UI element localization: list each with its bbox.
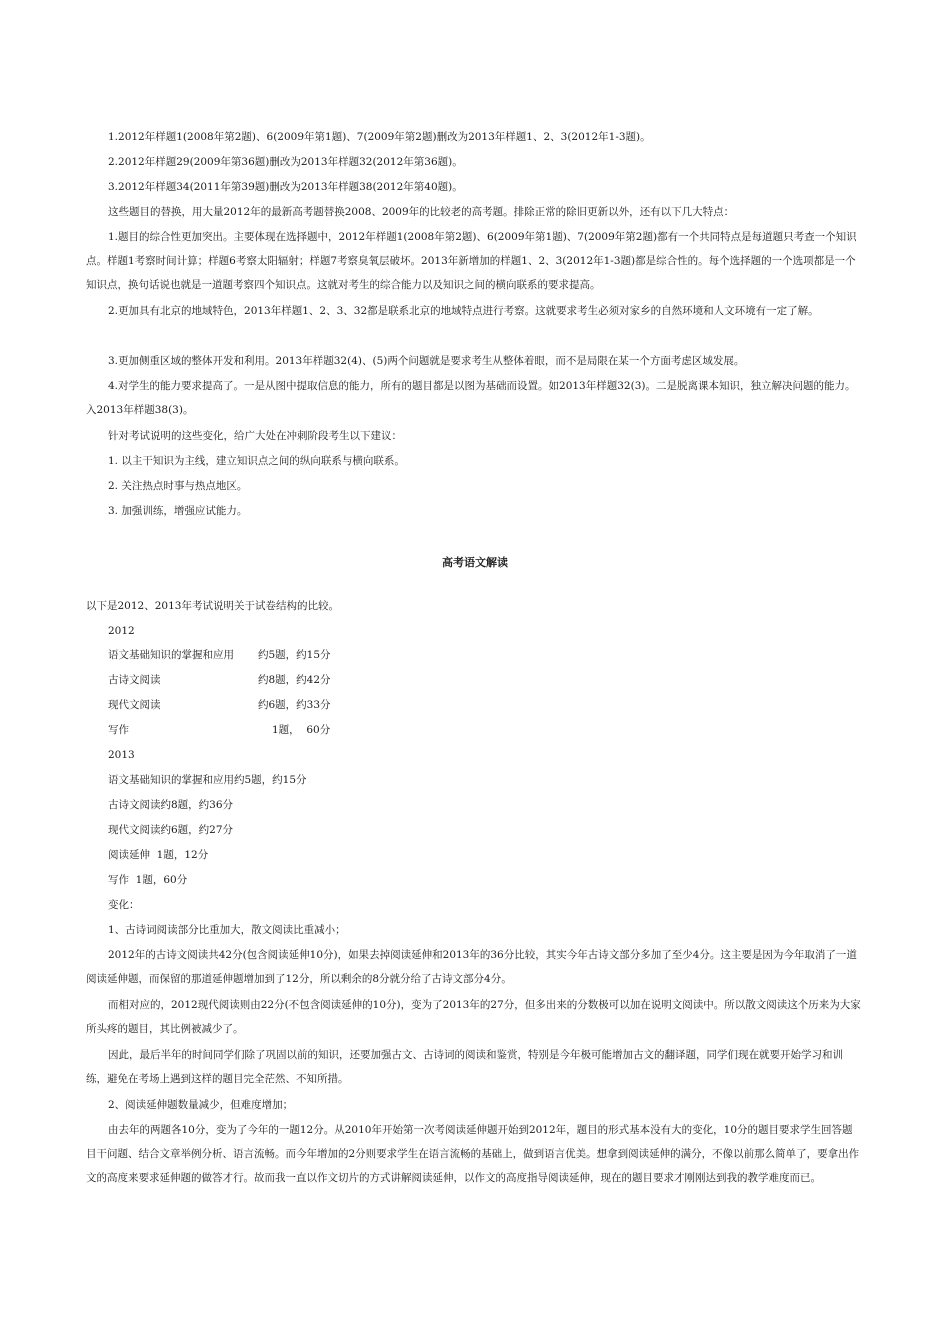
- table-2012: [108, 643, 331, 743]
- table-row: [108, 643, 331, 668]
- year-2013-label: 2013: [108, 749, 135, 761]
- advice-item-1: 1. 以主干知识为主线，建立知识点之间的纵向联系与横向联系。: [108, 455, 405, 467]
- table-row: [108, 718, 331, 743]
- year-2012-label: 2012: [108, 625, 135, 637]
- row-name: 写作: [108, 724, 129, 736]
- list-item: 现代文阅读约6题，约27分: [108, 824, 234, 836]
- table-row: [108, 693, 331, 718]
- table-row: [108, 668, 331, 693]
- change-1-paragraph-1: 2012年的古诗文阅读共42分(包含阅读延伸10分)，如果去掉阅读延伸和2013年的36分比较，其实今年古诗文部分多加了至少4分。这主要是因为今年取消了一道阅读延伸题，而保留的那道延伸题增加到了12分，所以剩余的8分就分给了古诗文部分4分。: [86, 949, 857, 985]
- list-item: 语文基础知识的掌握和应用约5题，约15分: [108, 774, 307, 786]
- change-1-paragraph-3: 因此，最后半年的时间同学们除了巩固以前的知识，还要加强古文、古诗词的阅读和鉴赏，特别是今年极可能增加古文的翻译题，同学们现在就要开始学习和训练，避免在考场上遇到这样的题目完全茫然、不知所措。: [86, 1049, 843, 1085]
- replacement-item-1: 1.2012年样题1(2008年第2题)、6(2009年第1题)、7(2009年第2题)删改为2013年样题1、2、3(2012年1-3题)。: [108, 131, 651, 143]
- advice-item-3: 3. 加强训练，增强应试能力。: [108, 505, 248, 517]
- row-name: 语文基础知识的掌握和应用: [108, 649, 234, 661]
- comparison-intro: 以下是2012、2013年考试说明关于试卷结构的比较。: [86, 600, 339, 612]
- features-intro: 这些题目的替换，用大量2012年的最新高考题替换2008、2009年的比较老的高考题。排除正常的除旧更新以外，还有以下几大特点：: [108, 206, 735, 218]
- row-value: 约6题，约33分: [258, 699, 331, 711]
- feature-point-3: 3.更加侧重区域的整体开发和利用。2013年样题32(4)、(5)两个问题就是要求考生从整体着眼，而不是局限在某一个方面考虑区域发展。: [108, 355, 745, 367]
- advice-item-2: 2. 关注热点时事与热点地区。: [108, 480, 248, 492]
- list-item: 古诗文阅读约8题，约36分: [108, 799, 234, 811]
- change-2-title: 2、阅读延伸题数量减少，但难度增加；: [108, 1099, 294, 1111]
- change-1-paragraph-2: 而相对应的，2012现代阅读则由22分(不包含阅读延伸的10分)，变为了2013年的27分，但多出来的分数极可以加在说明文阅读中。所以散文阅读这个历来为大家所头疼的题目，其比例被减少了。: [86, 999, 861, 1035]
- row-value: 约5题，约15分: [258, 649, 331, 661]
- change-1-title: 1、古诗词阅读部分比重加大，散文阅读比重减小；: [108, 924, 346, 936]
- feature-point-1: 1.题目的综合性更加突出。主要体现在选择题中，2012年样题1(2008年第2题)、6(2009年第1题)、7(2009年第2题)都有一个共同特点是每道题只考查一个知识点。样题1考察时间计算；样题6考察太阳辐射；样题7考察臭氧层破坏。2013年新增加的样题1、2、3(2012年1-3题)都是综合性的。每个选择题的一个选项都是一个知识点，换句话说也就是一道题考察四个知识点。这就对考生的综合能力以及知识之间的横向联系的要求提高。: [86, 231, 857, 291]
- row-value: 1题， 60分: [272, 724, 331, 736]
- advice-intro: 针对考试说明的这些变化，给广大处在冲刺阶段考生以下建议：: [108, 430, 402, 442]
- replacement-item-3: 3.2012年样题34(2011年第39题)删改为2013年样题38(2012年第40题)。: [108, 181, 463, 193]
- change-2-paragraph-1: 由去年的两题各10分，变为了今年的一题12分。从2010年开始第一次考阅读延伸题开始到2012年，题目的形式基本没有大的变化，10分的题目要求学生回答题目干问题、结合文章举例分析、语言流畅。而今年增加的2分则要求学生在语言流畅的基础上，做到语言优美。想拿到阅读延伸的满分，不像以前那么简单了，要拿出作文的高度来要求延伸题的做答才行。故而我一直以作文切片的方式讲解阅读延伸，以作文的高度指导阅读延伸，现在的题目要求才刚刚达到我的教学难度而已。: [86, 1124, 860, 1184]
- changes-label: 变化：: [108, 899, 140, 911]
- row-name: 古诗文阅读: [108, 674, 161, 686]
- feature-point-4: 4.对学生的能力要求提高了。一是从图中提取信息的能力，所有的题目都是以图为基础而设置。如2013年样题32(3)。二是脱离课本知识，独立解决问题的能力。入2013年样题38(3)。: [86, 380, 856, 416]
- feature-point-2: 2.更加具有北京的地域特色，2013年样题1、2、3、32都是联系北京的地域特点进行考察。这就要求考生必须对家乡的自然环境和人文环境有一定了解。: [108, 305, 819, 317]
- replacement-item-2: 2.2012年样题29(2009年第36题)删改为2013年样题32(2012年第36题)。: [108, 156, 463, 168]
- list-item: 写作 1题，60分: [108, 874, 188, 886]
- list-item: 阅读延伸 1题，12分: [108, 849, 209, 861]
- row-value: 约8题，约42分: [258, 674, 331, 686]
- row-name: 现代文阅读: [108, 699, 161, 711]
- section-title: 高考语文解读: [442, 556, 508, 569]
